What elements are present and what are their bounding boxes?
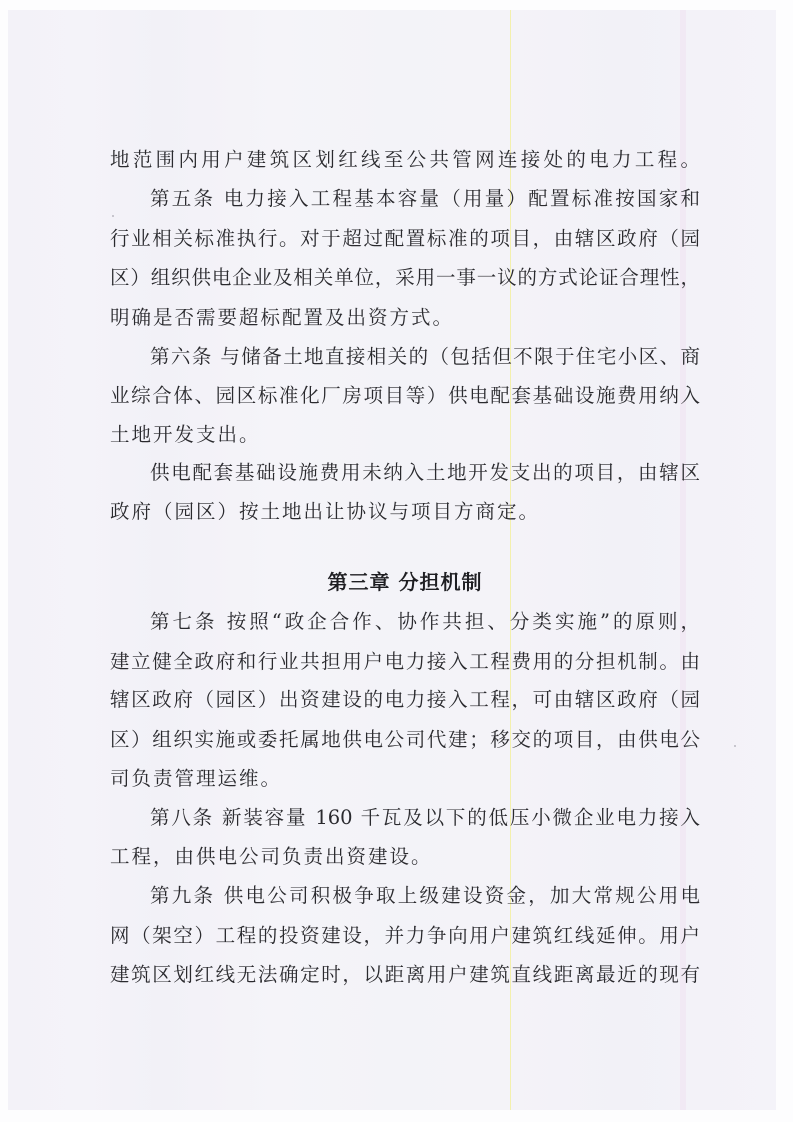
paragraph-line: 建立健全政府和行业共担用户电力接入工程费用的分担机制。由 <box>110 650 700 673</box>
scan-speck <box>734 745 736 747</box>
paragraph-line: 供电配套基础设施费用未纳入土地开发支出的项目，由辖区 <box>150 461 700 484</box>
article-9-line: 第九条 供电公司积极争取上级建设资金，加大常规公用电 <box>150 884 700 907</box>
article-7-line: 第七条 按照“政企合作、协作共担、分类实施”的原则， <box>150 610 700 633</box>
paragraph-line: 区）组织实施或委托属地供电公司代建；移交的项目，由供电公 <box>110 728 700 751</box>
paragraph-line: 地范围内用户建筑区划红线至公共管网连接处的电力工程。 <box>110 148 700 171</box>
paragraph-line: 辖区政府（园区）出资建设的电力接入工程，可由辖区政府（园 <box>110 688 700 711</box>
scan-speck <box>112 215 114 217</box>
paragraph-line: 司负责管理运维。 <box>110 767 283 790</box>
chapter-heading: 第三章 分担机制 <box>327 570 483 594</box>
article-5-line: 第五条 电力接入工程基本容量（用量）配置标准按国家和 <box>150 187 700 210</box>
paragraph-line: 网（架空）工程的投资建设，并力争向用户建筑红线延伸。用户 <box>110 924 700 947</box>
paragraph-line: 土地开发支出。 <box>110 423 261 446</box>
paragraph-line: 建筑区划红线无法确定时，以距离用户建筑直线距离最近的现有 <box>110 963 700 986</box>
paragraph-line: 明确是否需要超标配置及出资方式。 <box>110 306 455 329</box>
article-6-line: 第六条 与储备土地直接相关的（包括但不限于住宅小区、商 <box>150 345 700 368</box>
paragraph-line: 政府（园区）按土地出让协议与项目方商定。 <box>110 500 541 523</box>
paragraph-line: 行业相关标准执行。对于超过配置标准的项目，由辖区政府（园 <box>110 227 700 250</box>
paragraph-line: 区）组织供电企业及相关单位，采用一事一议的方式论证合理性， <box>110 266 700 289</box>
paragraph-line: 工程，由供电公司负责出资建设。 <box>110 845 433 868</box>
article-8-line: 第八条 新装容量 160 千瓦及以下的低压小微企业电力接入 <box>150 806 700 829</box>
paragraph-line: 业综合体、园区标准化厂房项目等）供电配套基础设施费用纳入 <box>110 384 700 407</box>
